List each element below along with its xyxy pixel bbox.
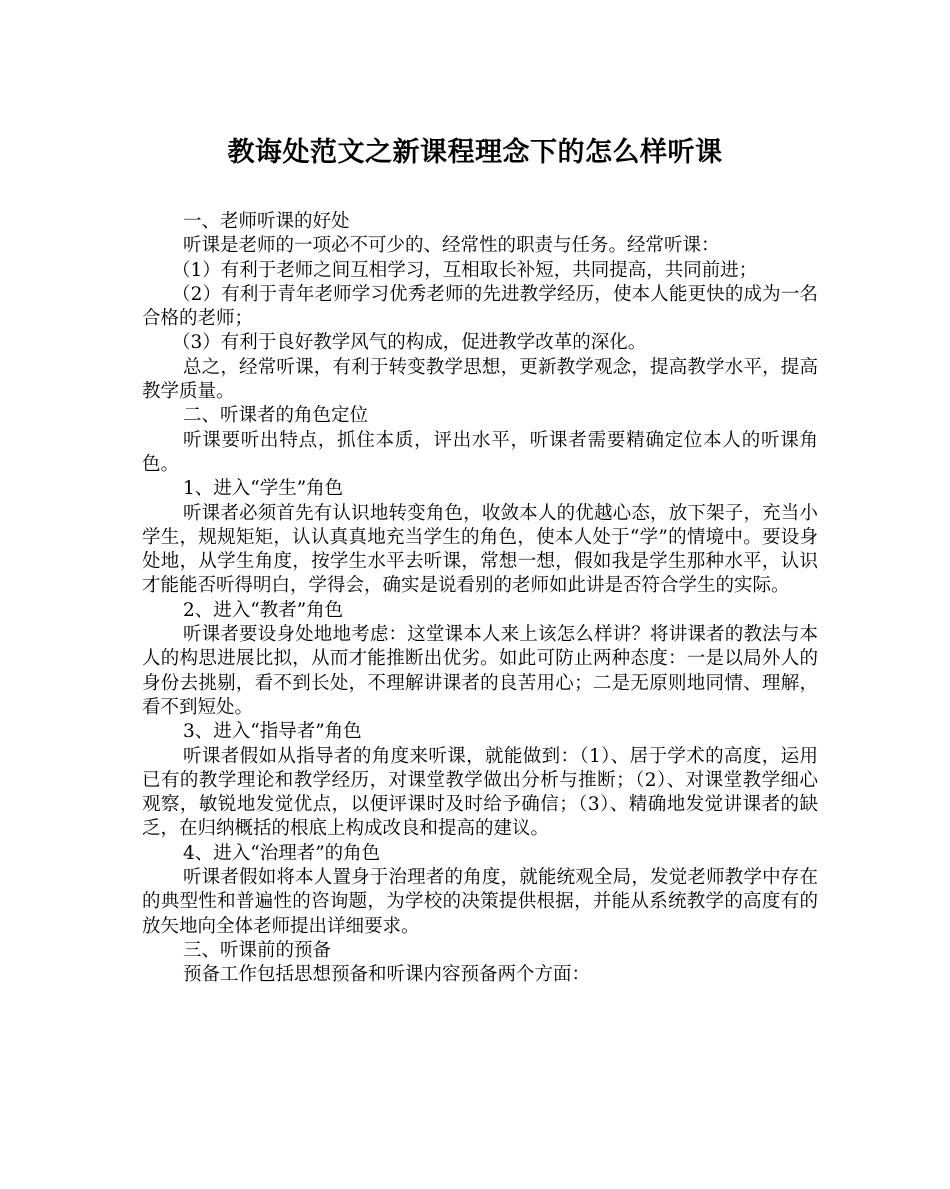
paragraph: 预备工作包括思想预备和听课内容预备两个方面： bbox=[183, 964, 591, 986]
subsection-heading: 1、进入“学生”角色 bbox=[183, 478, 344, 500]
paragraph: 听课者假如从指导者的角度来听课，就能做到：（1）、居于学术的高度，运用已有的教学理论和教学经历，对课堂教学做出分析与推断；（2）、对课堂教学细心观察，敏锐地发觉优点，以便评课时及时给予确信；（3）、精确地发觉讲课者的缺乏，在归纳概括的根底上构成改良和提高的建议。 bbox=[142, 745, 818, 840]
paragraph: 听课者假如将本人置身于治理者的角度，就能统观全局，发觉老师教学中存在的典型性和普遍性的咨询题，为学校的决策提供根据，并能从系统教学的高度有的放矢地向全体老师提出详细要求。 bbox=[142, 867, 818, 937]
list-item: （1）有利于老师之间互相学习，互相取长补短，共同提高，共同前进； bbox=[172, 259, 758, 281]
paragraph: 听课者必须首先有认识地转变角色，收敛本人的优越心态，放下架子，充当小学生，规规矩矩，认认真真地充当学生的角色，使本人处于“学”的情境中。要设身处地，从学生角度，按学生水平去听课，常想一想，假如我是学生那种水平，认识才能能否听得明白，学得会，确实是说看别的老师如此讲是否符合学生的实际。 bbox=[142, 502, 818, 597]
section-heading: 二、听课者的角色定位 bbox=[183, 405, 369, 427]
paragraph: 听课是老师的一项必不可少的、经常性的职责与任务。经常听课： bbox=[183, 235, 720, 257]
paragraph: 听课者要设身处地地考虑：这堂课本人来上该怎么样讲？将讲课者的教法与本人的构思进展比拟，从而才能推断出优劣。如此可防止两种态度：一是以局外人的身份去挑剔，看不到长处，不理解讲课者的良苦用心；二是无原则地同情、理解，看不到短处。 bbox=[142, 624, 818, 718]
list-item: （3）有利于良好教学风气的构成，促进教学改革的深化。 bbox=[172, 332, 647, 354]
document-body bbox=[142, 210, 818, 988]
paragraph: 听课要听出特点，抓住本质，评出水平，听课者需要精确定位本人的听课角色。 bbox=[142, 429, 818, 475]
subsection-heading: 3、进入“指导者”角色 bbox=[183, 721, 362, 743]
section-heading: 一、老师听课的好处 bbox=[183, 211, 350, 232]
list-item: （2）有利于青年老师学习优秀老师的先进教学经历，使本人能更快的成为一名合格的老师； bbox=[142, 283, 818, 330]
subsection-heading: 2、进入“教者”角色 bbox=[183, 599, 344, 621]
paragraph: 总之，经常听课，有利于转变教学思想，更新教学观念，提高教学水平，提高教学质量。 bbox=[142, 356, 818, 403]
section-heading: 三、听课前的预备 bbox=[183, 939, 332, 961]
subsection-heading: 4、进入“治理者”的角色 bbox=[183, 842, 381, 864]
document-title: 教诲处范文之新课程理念下的怎么样听课 bbox=[227, 137, 723, 168]
